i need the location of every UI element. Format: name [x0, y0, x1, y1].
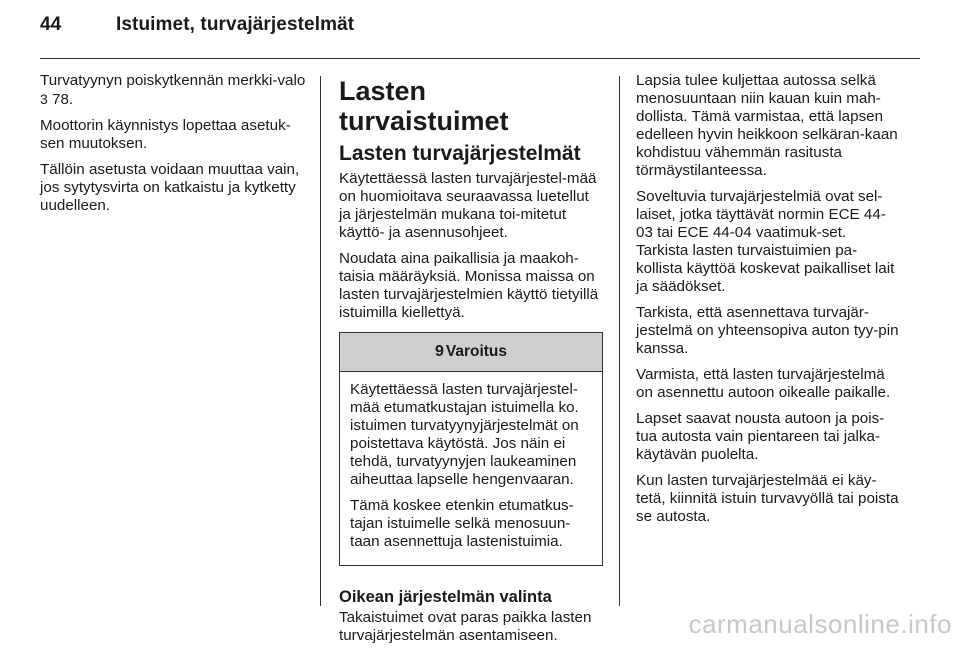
- warning-paragraph: Tämä koskee etenkin etumatkus-tajan istuimelle selkä menosuun-taan asennettuja lastenistuimia.: [350, 497, 574, 550]
- paragraph: Varmista, että lasten turvajärjestelmä on asennettu autoon oikealle paikalle.: [636, 366, 891, 401]
- column-1: [40, 72, 308, 223]
- paragraph: Noudata aina paikallisia ja maakoh-taisia määräyksiä. Monissa maissa on lasten turvajärjestelmien käyttö tietyillä istuimilla kiellettyä.: [339, 250, 599, 321]
- paragraph: Lapsia tulee kuljettaa autossa selkä menosuuntaan niin kauan kuin mah-dollista. Tämä varmistaa, että lapsen edelleen hyvin heikkoon selkäran-kaan kohdistuu vähemmän rasitusta törmäystilanteessa.: [636, 72, 898, 179]
- column-divider-left: [320, 76, 321, 606]
- page-title: Istuimet, turvajärjestelmät: [116, 14, 355, 35]
- paragraph: Käytettäessä lasten turvajärjestel-mää on huomioitava seuraavassa luetellut ja järjestelmän mukana toi-mitetut käyttö- ja asennusohjeet.: [339, 170, 597, 241]
- column-2: [339, 72, 603, 653]
- warning-body: [340, 372, 602, 565]
- warning-header: [340, 333, 602, 372]
- subsection-title: Lasten turvajärjestelmät: [339, 142, 581, 165]
- page-number: 44: [40, 14, 62, 35]
- page-header: [40, 14, 354, 36]
- watermark: carmanualsonline.info: [688, 609, 952, 639]
- subheading: Oikean järjestelmän valinta: [339, 588, 552, 606]
- paragraph: Kun lasten turvajärjestelmää ei käy-tetä, kiinnitä istuin turvavyöllä tai poista se autosta.: [636, 472, 899, 525]
- paragraph: Tarkista, että asennettava turvajär-jestelmä on yhteensopiva auton tyy-pin kanssa.: [636, 304, 899, 357]
- warning-box: [339, 332, 603, 566]
- page-reference-icon: 3: [40, 91, 48, 107]
- paragraph: Lapset saavat nousta autoon ja pois-tua autosta vain pientareen tai jalka-käytävän puolelta.: [636, 410, 885, 463]
- paragraph: Moottorin käynnistys lopettaa asetuk-sen muutoksen.: [40, 117, 291, 152]
- paragraph: Takaistuimet ovat paras paikka lasten turvajärjestelmän asentamiseen.: [339, 609, 592, 644]
- page-reference-number[interactable]: 78.: [47, 91, 74, 108]
- paragraph: Soveltuvia turvajärjestelmiä ovat sel-laiset, jotka täyttävät normin ECE 44-03 tai ECE 44-04 vaatimuk-set. Tarkista lasten turvaistuimien pa-kollista käyttöä koskevat paikalliset lait ja säädökset.: [636, 188, 895, 295]
- column-divider-right: [619, 76, 620, 606]
- paragraph: Turvatyynyn poiskytkennän merkki-valo 3 78.: [40, 72, 306, 108]
- column-3: [636, 72, 902, 534]
- warning-paragraph: Käytettäessä lasten turvajärjestel-mää etumatkustajan istuimella ko. istuimen turvatyynyjärjestelmät on poistettava käytöstä. Jos näin ei tehdä, turvatyynyjen laukeaminen aiheuttaa lapselle hengenvaaran.: [350, 381, 579, 488]
- header-rule: [40, 58, 920, 59]
- section-title: Lasten turvaistuimet: [339, 76, 509, 136]
- warning-triangle-icon: 9: [434, 343, 444, 360]
- paragraph: Tällöin asetusta voidaan muuttaa vain, jos sytytysvirta on katkaistu ja kytketty uudelleen.: [40, 161, 300, 214]
- warning-title: Varoitus: [445, 343, 508, 360]
